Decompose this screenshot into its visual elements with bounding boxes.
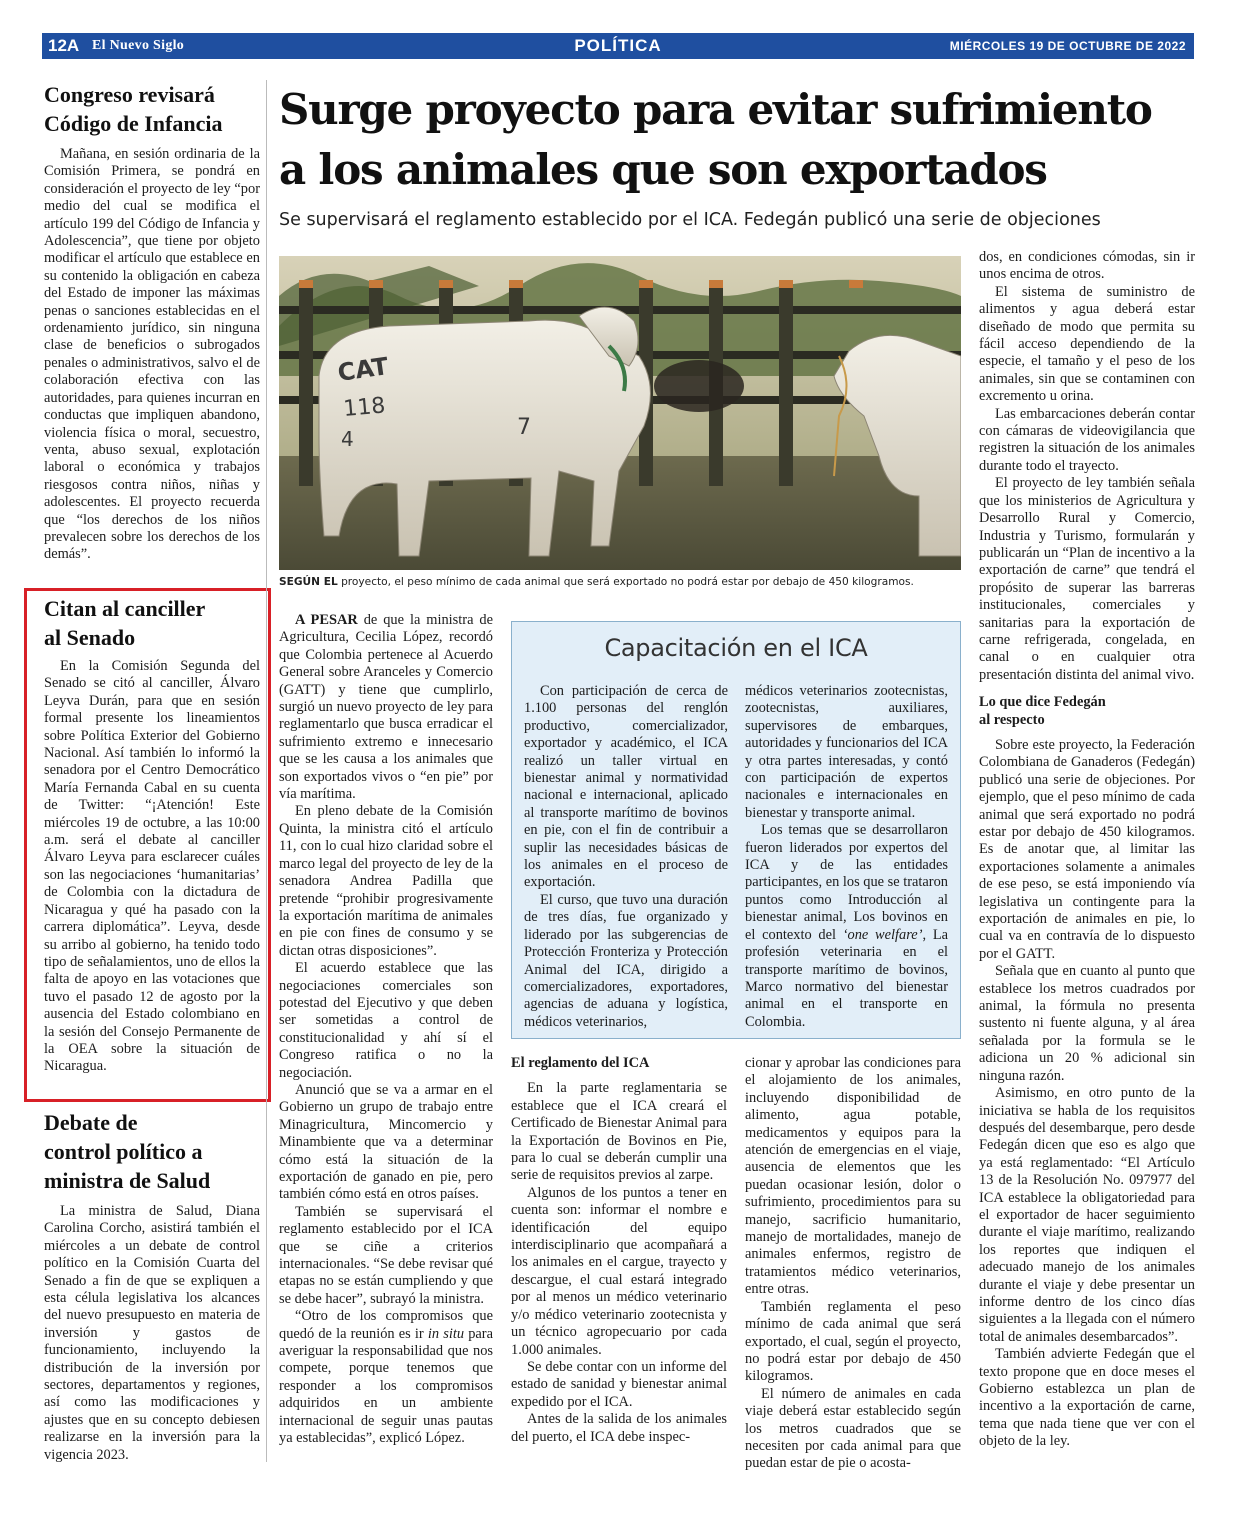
headline-line1: Surge proyecto para evitar sufrimiento (279, 85, 1152, 134)
brief-canciller (44, 594, 260, 1076)
section-name: POLÍTICA (574, 36, 662, 55)
brief-congreso (44, 80, 260, 564)
brief-canciller-body-wrap (44, 658, 260, 1076)
brief-salud (44, 1108, 260, 1464)
sidebar-box-col2 (745, 683, 948, 1031)
photo-mark-4: 4 (341, 427, 354, 451)
article-p6a: “Otro de los compromisos que quedó de la reunión es ir (279, 1308, 493, 1342)
box-col2-p2-italic: ‘one welfare’ (842, 926, 923, 943)
brief-salud-title-line1: Debate de (44, 1110, 138, 1135)
brief-canciller-title (44, 594, 260, 652)
col4-p7: Asimismo, en otro punto de la iniciativa se habla de los requisitos después del desembarque, pero desde Fedegán dicen que eso es algo que ya está reglamentado: “El Artículo 13 de la Resolución No. 097977 del ICA establece la obligatoriedad para el exportador de hacer seguimiento durante el viaje marítimo, realizando los reportes que indiquen el adecuado manejo de los animales durante el viaje y debe presentar un informe dentro de los cinco días siguientes a la llegada con el número total de animales desembarcados”. (979, 1085, 1195, 1345)
cattle-photo-illustration (279, 256, 961, 570)
brief-salud-body-wrap (44, 1203, 260, 1464)
brief-canciller-body: En la Comisión Segunda del Senado se citó al canciller, Álvaro Leyva Durán, para que en sesión formal presente los lineamientos sobre Política Exterior del Gobierno Nacional. Así también lo informó la senadora por el Centro Democrático María Fernanda Cabal en su cuenta de Twitter: “¡Atención! Este miércoles 19 de octubre, a las 10:00 a.m. será el debate al canciller Álvaro Leyva para esclarecer cuáles son las negociaciones ‘humanitarias’ de Colombia con la dictadura de Nicaragua y qué ha pasado con la carrera diplomática”. Leyva, desde su arribo al gobierno, ha tenido todo tipo de señalamientos, uno de ellos la falta de apoyo en las votaciones que tuvo el pasado 12 de agosto por la ausencia del Estado colombiano en la sesión del Consejo Permanente de la OEA sobre la situación de Nicaragua. (44, 658, 260, 1075)
box-col2-p1: médicos veterinarios zootecnistas, zootecnistas, auxiliares, supervisores de embarques, autoridades y funcionarios del ICA y otra partes interesadas, y contó con participación de expertos nacionales e internacionales en bienestar y transporte animal. (745, 683, 948, 821)
col4-p3: Las embarcaciones deberán contar con cámaras de videovigilancia que registren la situación de los animales durante todo el trayecto. (979, 405, 1195, 474)
brief-canciller-title-line2: al Senado (44, 625, 136, 650)
col2-p2: Algunos de los puntos a tener en cuenta son: informar el nombre e identificación del equipo interdisciplinario que acompañará a los animales en el cargue, trayecto y descargue, el cual estará integrado por al menos un médico veterinario y/o médico veterinario zootecnista y un técnico agropecuario por cada 1.000 animales. (511, 1184, 727, 1358)
article-p6-italic: in situ (427, 1325, 465, 1342)
brief-canciller-title-line1: Citan al canciller (44, 596, 206, 621)
col2-p1: En la parte reglamentaria se establece que el ICA creará el Certificado de Bienestar Animal para la Exportación de Bovinos en Pie, para lo cual se deberán cumplir una serie de requisitos previos al zarpe. (511, 1080, 727, 1184)
reglamento-subhead: El reglamento del ICA (511, 1055, 650, 1071)
newspaper-name: El Nuevo Siglo (92, 38, 185, 53)
cattle-photo (279, 256, 961, 570)
page-header (42, 33, 1194, 59)
photo-mark-118: 118 (342, 393, 387, 422)
main-headline (279, 80, 1191, 200)
col4-p6: Señala que en cuanto al punto que establece los metros cuadrados por animal, la fórmula no presenta sustento ni fuente alguna, y al área señalada por la formula se le adiciona un 20 % adicional sin ninguna razón. (979, 963, 1195, 1084)
caption-text: proyecto, el peso mínimo de cada animal que será exportado no podrá estar por debajo de 450 kilogramos. (337, 576, 914, 588)
article-col1 (279, 612, 493, 1448)
col2-p4: Antes de la salida de los animales del puerto, el ICA debe inspec- (511, 1411, 727, 1445)
page-number: 12A (48, 36, 80, 55)
issue-date: MIÉRCOLES 19 DE OCTUBRE DE 2022 (949, 39, 1186, 53)
article-p6b: para averiguar la responsabilidad que nos compete, porque tenemos que responder a los compromisos adquiridos en un ambiente internacional de seguir unas pautas ya establecidas”, explicó López. (279, 1325, 493, 1447)
article-p3: El acuerdo establece que las negociaciones comerciales son potestad del Ejecutivo y que deben ser sometidas a control de constitucionalidad y ahí sí el Congreso ratifica o no la negociación. (279, 960, 493, 1081)
article-col2 (511, 1055, 727, 1446)
col4-p4: El proyecto de ley también señala que los ministerios de Agricultura y Desarrollo Rural y Comercio, Industria y Turismo, formularán y publicarán un “Plan de incentivo a la exportación de carne” que tendrá el propósito de superar las barreras institucionales, comerciales y sanitarias para la exportación de carne refrigerada, congelada, en canal o en cualquier otra presentación distinta del animal vivo. (979, 475, 1195, 683)
fedegan-subhead-line1: Lo que dice Fedegán (979, 694, 1106, 711)
brief-congreso-body-wrap (44, 146, 260, 564)
col4-p2: El sistema de suministro de alimentos y agua deberá estar diseñado de modo que permita su fácil acceso dependiendo de la especie, el tamaño y el peso de los animales, sin que se contaminen con excremento u orina. (979, 283, 1195, 405)
box-col1-p2: El curso, que tuvo una duración de tres días, fue organizado y liderado por las subgerencias de Protección Fronteriza y Protección Animal del ICA, dirigido a comercializadores, exportadores, agencias de aduana y logística, médicos veterinarios, (524, 891, 728, 1030)
col3-p2: También reglamenta el peso mínimo de cada animal que será exportado, el cual, según el proyecto, no podrá estar por debajo de 450 kilogramos. (745, 1298, 961, 1385)
subheadline: Se supervisará el reglamento establecido por el ICA. Fedegán publicó una serie de objeciones (279, 210, 1101, 230)
col3-p3: El número de animales en cada viaje deberá estar establecido según los metros cuadrados que se necesiten por cada animal para que puedan estar de pie o acosta- (745, 1385, 961, 1472)
brief-salud-body: La ministra de Salud, Diana Carolina Corcho, asistirá también el miércoles a un debate de control político en la Comisión Cuarta del Senado a fin de que se expliquen a esta célula legislativa los alcances del nuevo presupuesto en materia de inversión y gastos de funcionamiento, incluyendo la distribución de la inversión por sectores, departamentos y regiones, así como las modificaciones y ajustes que en su concepto debiesen realizarse en la inversión para la vigencia 2023. (44, 1203, 260, 1463)
brief-congreso-body: Mañana, en sesión ordinaria de la Comisión Primera, se pondrá en consideración el proyecto de ley “por medio del cual se modifica el artículo 199 del Código de Infancia y Adolescencia”, que tiene por objeto modificar el artículo que establece en su contenido la obligación en cabeza del Estado de imponer las máximas penas o sanciones establecidas en el ordenamiento jurídico, sin ninguna clase de beneficios o subrogados penales o administrativos, salvo el de colaboración efectiva con las autoridades, para quienes incurran en conductas que impliquen abandono, violencia física o moral, secuestro, venta, abuso sexual, explotación laboral o económica y trabajos riesgosos contra niños, niñas y adolescentes. El proyecto recuerda que “los derechos de los niños prevalecen sobre los derechos de los demás”. (44, 146, 260, 563)
article-p2: En pleno debate de la Comisión Quinta, la ministra citó el artículo 11, con lo cual hizo claridad sobre el marco legal del proyecto de ley de la senadora Andrea Padilla que pretende “prohibir progresivamente la exportación marítima de animales en pie con fines de consumo y se dictan otras disposiciones”. (279, 803, 493, 959)
col2-p3: Se debe contar con un informe del estado de sanidad y bienestar animal expedido por el ICA. (511, 1358, 727, 1410)
article-p5: También se supervisará el reglamento establecido por el ICA que se ciñe a criterios internacionales. “Se debe revisar qué etapas no se están cumpliendo y que se debe hacer”, subrayó la ministra. (279, 1203, 493, 1307)
box-col1-p1: Con participación de cerca de 1.100 personas del renglón productivo, comercializador, exportador y académico, el ICA realizó un taller virtual en bienestar animal y normatividad nacional e internacional, aplicado al transporte marítimo de bovinos en pie, con el fin de contribuir a suplir las necesidades básicas de los animales en el proceso de exportación. (524, 683, 728, 891)
brief-salud-title-line3: ministra de Salud (44, 1168, 211, 1193)
photo-caption (279, 576, 969, 588)
caption-lead: SEGÚN EL (279, 576, 338, 588)
column-rule (266, 80, 267, 1462)
article-lead: A PESAR (295, 612, 358, 628)
photo-brand-cat: CAT (335, 352, 391, 387)
sidebar-box-title: Capacitación en el ICA (604, 634, 868, 662)
brief-congreso-title-line1: Congreso revisará (44, 82, 215, 107)
article-p4: Anunció que se va a armar en el Gobierno un grupo de trabajo entre Minagricultura, Mincomercio y Minambiente que va a determinar cómo está la situación de la exportación de ganado en pie, pero también cómo está en otros países. (279, 1081, 493, 1203)
brief-salud-title (44, 1108, 260, 1195)
brief-congreso-title-line2: Código de Infancia (44, 111, 223, 136)
article-p1: de que la ministra de Agricultura, Cecilia López, recordó que Colombia pertenece al Acuerdo General sobre Aranceles y Comercio (GATT) y tiene que cumplirlo, surgió un nuevo proyecto de ley para reglamentarlo que busca erradicar el sufrimiento extremo e innecesario que se les causa a los animales que son exportados vivos o “en pie” por vía marítima. (279, 612, 493, 803)
brief-salud-title-line2: control político a (44, 1139, 203, 1164)
article-col3 (745, 1055, 961, 1473)
brief-congreso-title (44, 80, 260, 138)
box-col2-p2a: Los temas que se desarrollaron fueron liderados por expertos del ICA y de las entidades participantes, en los que se trataron puntos como Introducción al bienestar animal, Los bovinos en el contexto del (745, 822, 948, 943)
article-col4 (979, 249, 1195, 1451)
col3-p1: cionar y aprobar las condiciones para el alojamiento de los animales, incluyendo disponibilidad de alimento, agua potable, medicamentos y equipos para la atención de emergencias en el viaje, ausencia de elementos que les puedan ocasionar lesión, dolor o sufrimiento, procedimientos para su manejo, sacrificio humanitario, manejo de mortalidades, manejo de animales enfermos, registro de tratamientos médico veterinarios, entre otras. (745, 1055, 961, 1298)
col4-p8: También advierte Fedegán que el texto propone que en doce meses el Gobierno establezca un plan de incentivo a la exportación de carne, tema que nada tiene que ver con el objeto de la ley. (979, 1346, 1195, 1450)
col4-p1: dos, en condiciones cómodas, sin ir unos encima de otros. (979, 249, 1195, 283)
sidebar-box-col1 (524, 683, 728, 1031)
col4-p5: Sobre este proyecto, la Federación Colombiana de Ganaderos (Fedegán) publicó una serie de objeciones. Por ejemplo, que el peso mínimo de cada animal que será exportado no podrá estar por debajo de 450 kilogramos. Es de anotar que, al limitar las exportaciones solamente a animales de ese peso, se está imponiendo vía legislativa un contingente para la exportación de animales en pie, lo cual va en contravía de lo dispuesto por el GATT. (979, 736, 1195, 962)
photo-mark-7: 7 (517, 415, 531, 440)
fedegan-subhead-line2: al respecto (979, 711, 1045, 728)
box-col2-p2b: , La profesión veterinaria en el transporte marítimo de bovinos, Marco normativo del bienestar animal en el transporte en Colombia. (745, 926, 949, 1030)
headline-line2: a los animales que son exportados (279, 145, 1047, 194)
fedegan-subhead (979, 694, 1195, 729)
